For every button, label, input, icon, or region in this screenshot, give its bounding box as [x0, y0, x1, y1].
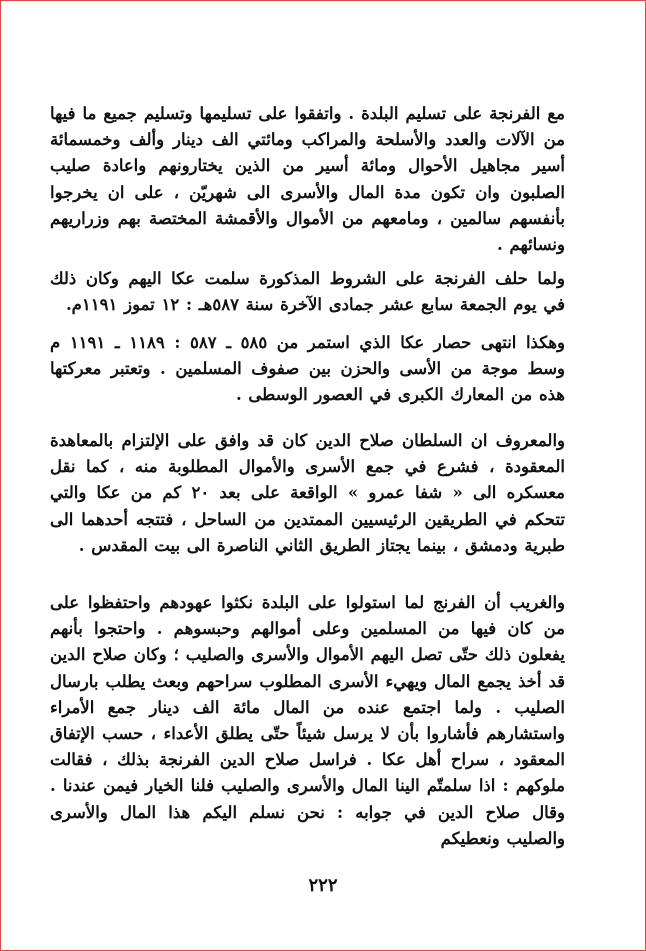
paragraph-acre-handover-date: ولما حلف الفرنجة على الشروط المذكورة سلمت عكا اليهم وكان ذلك في يوم الجمعة سابع عشر جمادى الآخرة سنة ٥٨٧هـ : ١٢ تموز ١١٩١م.	[50, 269, 565, 315]
page-number: ٢٢٢	[308, 875, 338, 896]
paragraph-franks-broken-promises: والغريب أن الفرنج لما استولوا على البلدة نكثوا عهودهم واحتفظوا على من كان فيها من المسلمين وعلى أموالهم وحبسوهم . واحتجوا بأنهم يفعلون ذلك حتّى تصل اليهم الأموال والأسرى والصليب ؛ وكان صلاح الدين قد أخذ يجمع المال ويهيء الأسرى المطلوب سراحهم وبعث يطلب بارسال الصليب . ولما اجتمع عنده من المال مائة الف دينار جمع الأمراء واستشارهم فأشاروا بأن لا يرسل شيئاً حتّى يطلق الأعداء ، حسب الإتفاق المعقود ، سراح أهل عكا . فراسل صلاح الدين الفرنجة بذلك ، فقالت ملوكهم : اذا سلمتّم الينا المال والأسرى والصليب فلنا الخيار فيمن عندنا . وقال صلاح الدين في جوابه : نحن نسلم اليكم هذا المال والأسرى والصليب ونعطيكم	[50, 593, 565, 848]
paragraph-siege-end: وهكذا انتهى حصار عكا الذي استمر من ٥٨٥ ـ ٥٨٧ : ١١٨٩ ـ ١١٩١ م وسط موجة من الأسى والحزن بين صفوف المسلمين . وتعتبر معركتها هذه من المعارك الكبرى في العصور الوسطى .	[50, 333, 565, 405]
paragraph-surrender-terms: مع الفرنجة على تسليم البلدة . واتفقوا على تسليمها وتسليم جميع ما فيها من الآلات والعدد والأسلحة والمراكب ومائتي الف دينار وألف وخمسمائة أسير مجاهيل الأحوال ومائة أسير من الذين يختارونهم واعادة صليب الصلبون وان تكون مدة المال والأسرى الى شهريّن ، على ان يخرجوا بأنفسهم سالمين ، ومامعهم من الأموال والأقمشة المختصة بهم وزراريهم ونسائهم .	[50, 104, 565, 255]
paragraph-saladin-treaty: والمعروف ان السلطان صلاح الدين كان قد وافق على الإلتزام بالمعاهدة المعقودة ، فشرع في جمع الأسرى والأموال المطلوبة منه ، كما نقل معسكره الى « شفا عمرو » الواقعة على بعد ٢٠ كم من عكا والتي تتحكم في الطريقين الرئيسيين الممتدين من الساحل ، فتتجه أحدهما الى طبرية ودمشق ، بينما يجتاز الطريق الثاني الناصرة الى بيت المقدس .	[50, 431, 565, 555]
